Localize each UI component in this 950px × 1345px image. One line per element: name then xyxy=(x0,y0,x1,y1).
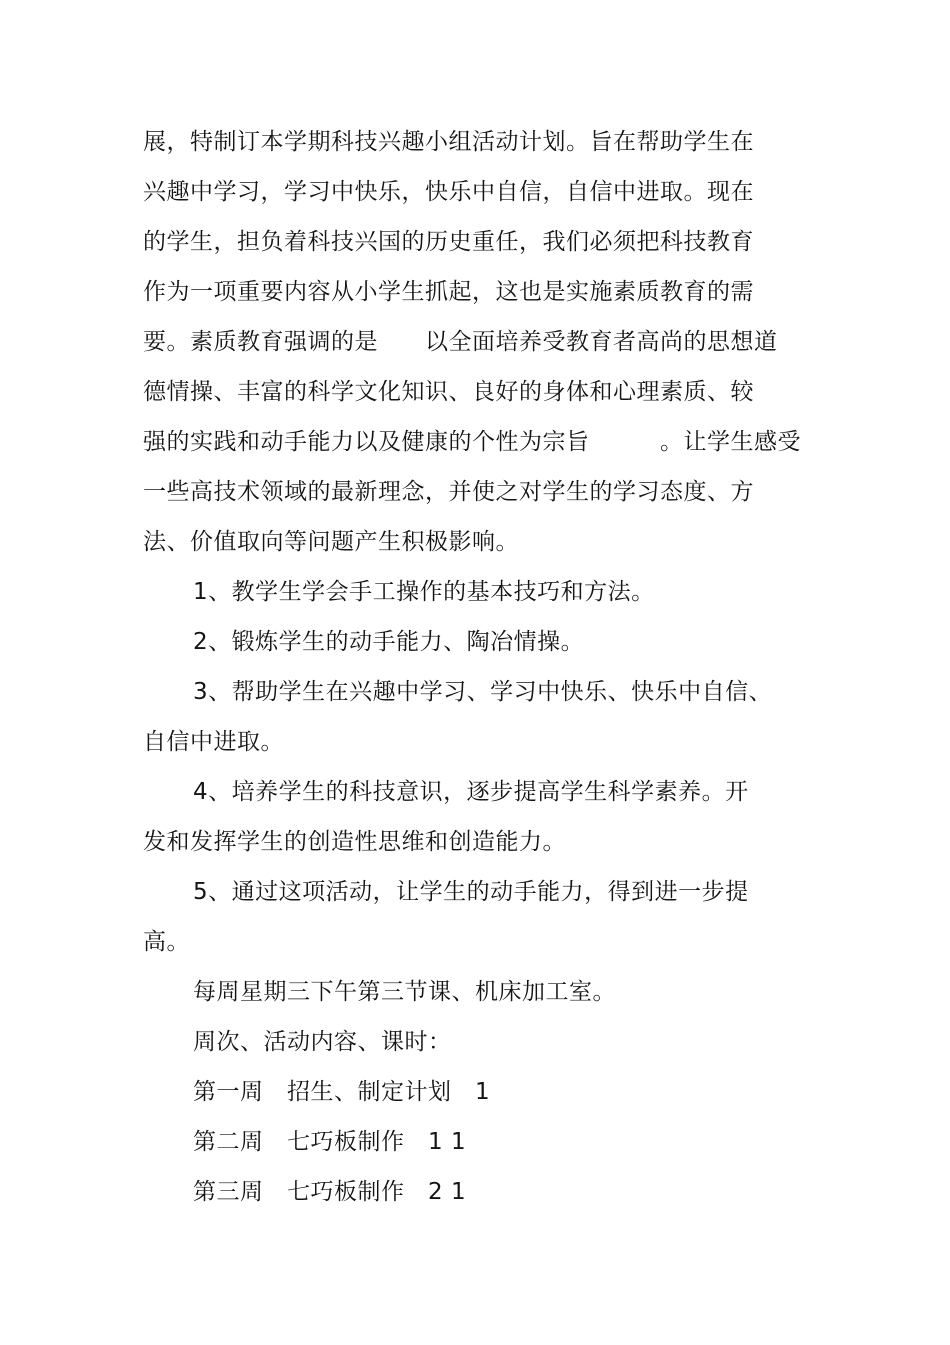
goal-item-3-continued: 自信中进取。 xyxy=(143,729,284,755)
paragraph-line: 一些高技术领域的最新理念，并使之对学生的学习态度、方 xyxy=(143,479,754,505)
paragraph-line: 法、价值取向等问题产生积极影响。 xyxy=(143,529,519,555)
schedule-header: 周次、活动内容、课时： xyxy=(193,1029,452,1055)
goal-item-5: 5、通过这项活动，让学生的动手能力，得到进一步提 xyxy=(193,879,749,905)
paragraph-line: 兴趣中学习，学习中快乐，快乐中自信，自信中进取。现在 xyxy=(143,179,754,205)
goal-item-3: 3、帮助学生在兴趣中学习、学习中快乐、快乐中自信、 xyxy=(193,679,773,705)
goal-item-4: 4、培养学生的科技意识，逐步提高学生科学素养。开 xyxy=(193,779,749,805)
paragraph-line: 要。素质教育强调的是 以全面培养受教育者高尚的思想道 xyxy=(143,329,778,355)
goal-item-5-continued: 高。 xyxy=(143,929,190,955)
goal-item-4-continued: 发和发挥学生的创造性思维和创造能力。 xyxy=(143,829,566,855)
schedule-time-place: 每周星期三下午第三节课、机床加工室。 xyxy=(193,979,616,1005)
goal-item-1: 1、教学生学会手工操作的基本技巧和方法。 xyxy=(193,579,655,605)
paragraph-line: 展，特制订本学期科技兴趣小组活动计划。旨在帮助学生在 xyxy=(143,129,754,155)
schedule-week-3: 第三周 七巧板制作 2 1 xyxy=(193,1179,467,1205)
paragraph-line: 作为一项重要内容从小学生抓起，这也是实施素质教育的需 xyxy=(143,279,754,305)
goal-item-2: 2、锻炼学生的动手能力、陶冶情操。 xyxy=(193,629,585,655)
paragraph-line: 德情操、丰富的科学文化知识、良好的身体和心理素质、较 xyxy=(143,379,754,405)
paragraph-line: 的学生，担负着科技兴国的历史重任，我们必须把科技教育 xyxy=(143,229,754,255)
schedule-week-2: 第二周 七巧板制作 1 1 xyxy=(193,1129,467,1155)
paragraph-line: 强的实践和动手能力以及健康的个性为宗旨 。让学生感受 xyxy=(143,429,801,455)
schedule-week-1: 第一周 招生、制定计划 1 xyxy=(193,1079,491,1105)
